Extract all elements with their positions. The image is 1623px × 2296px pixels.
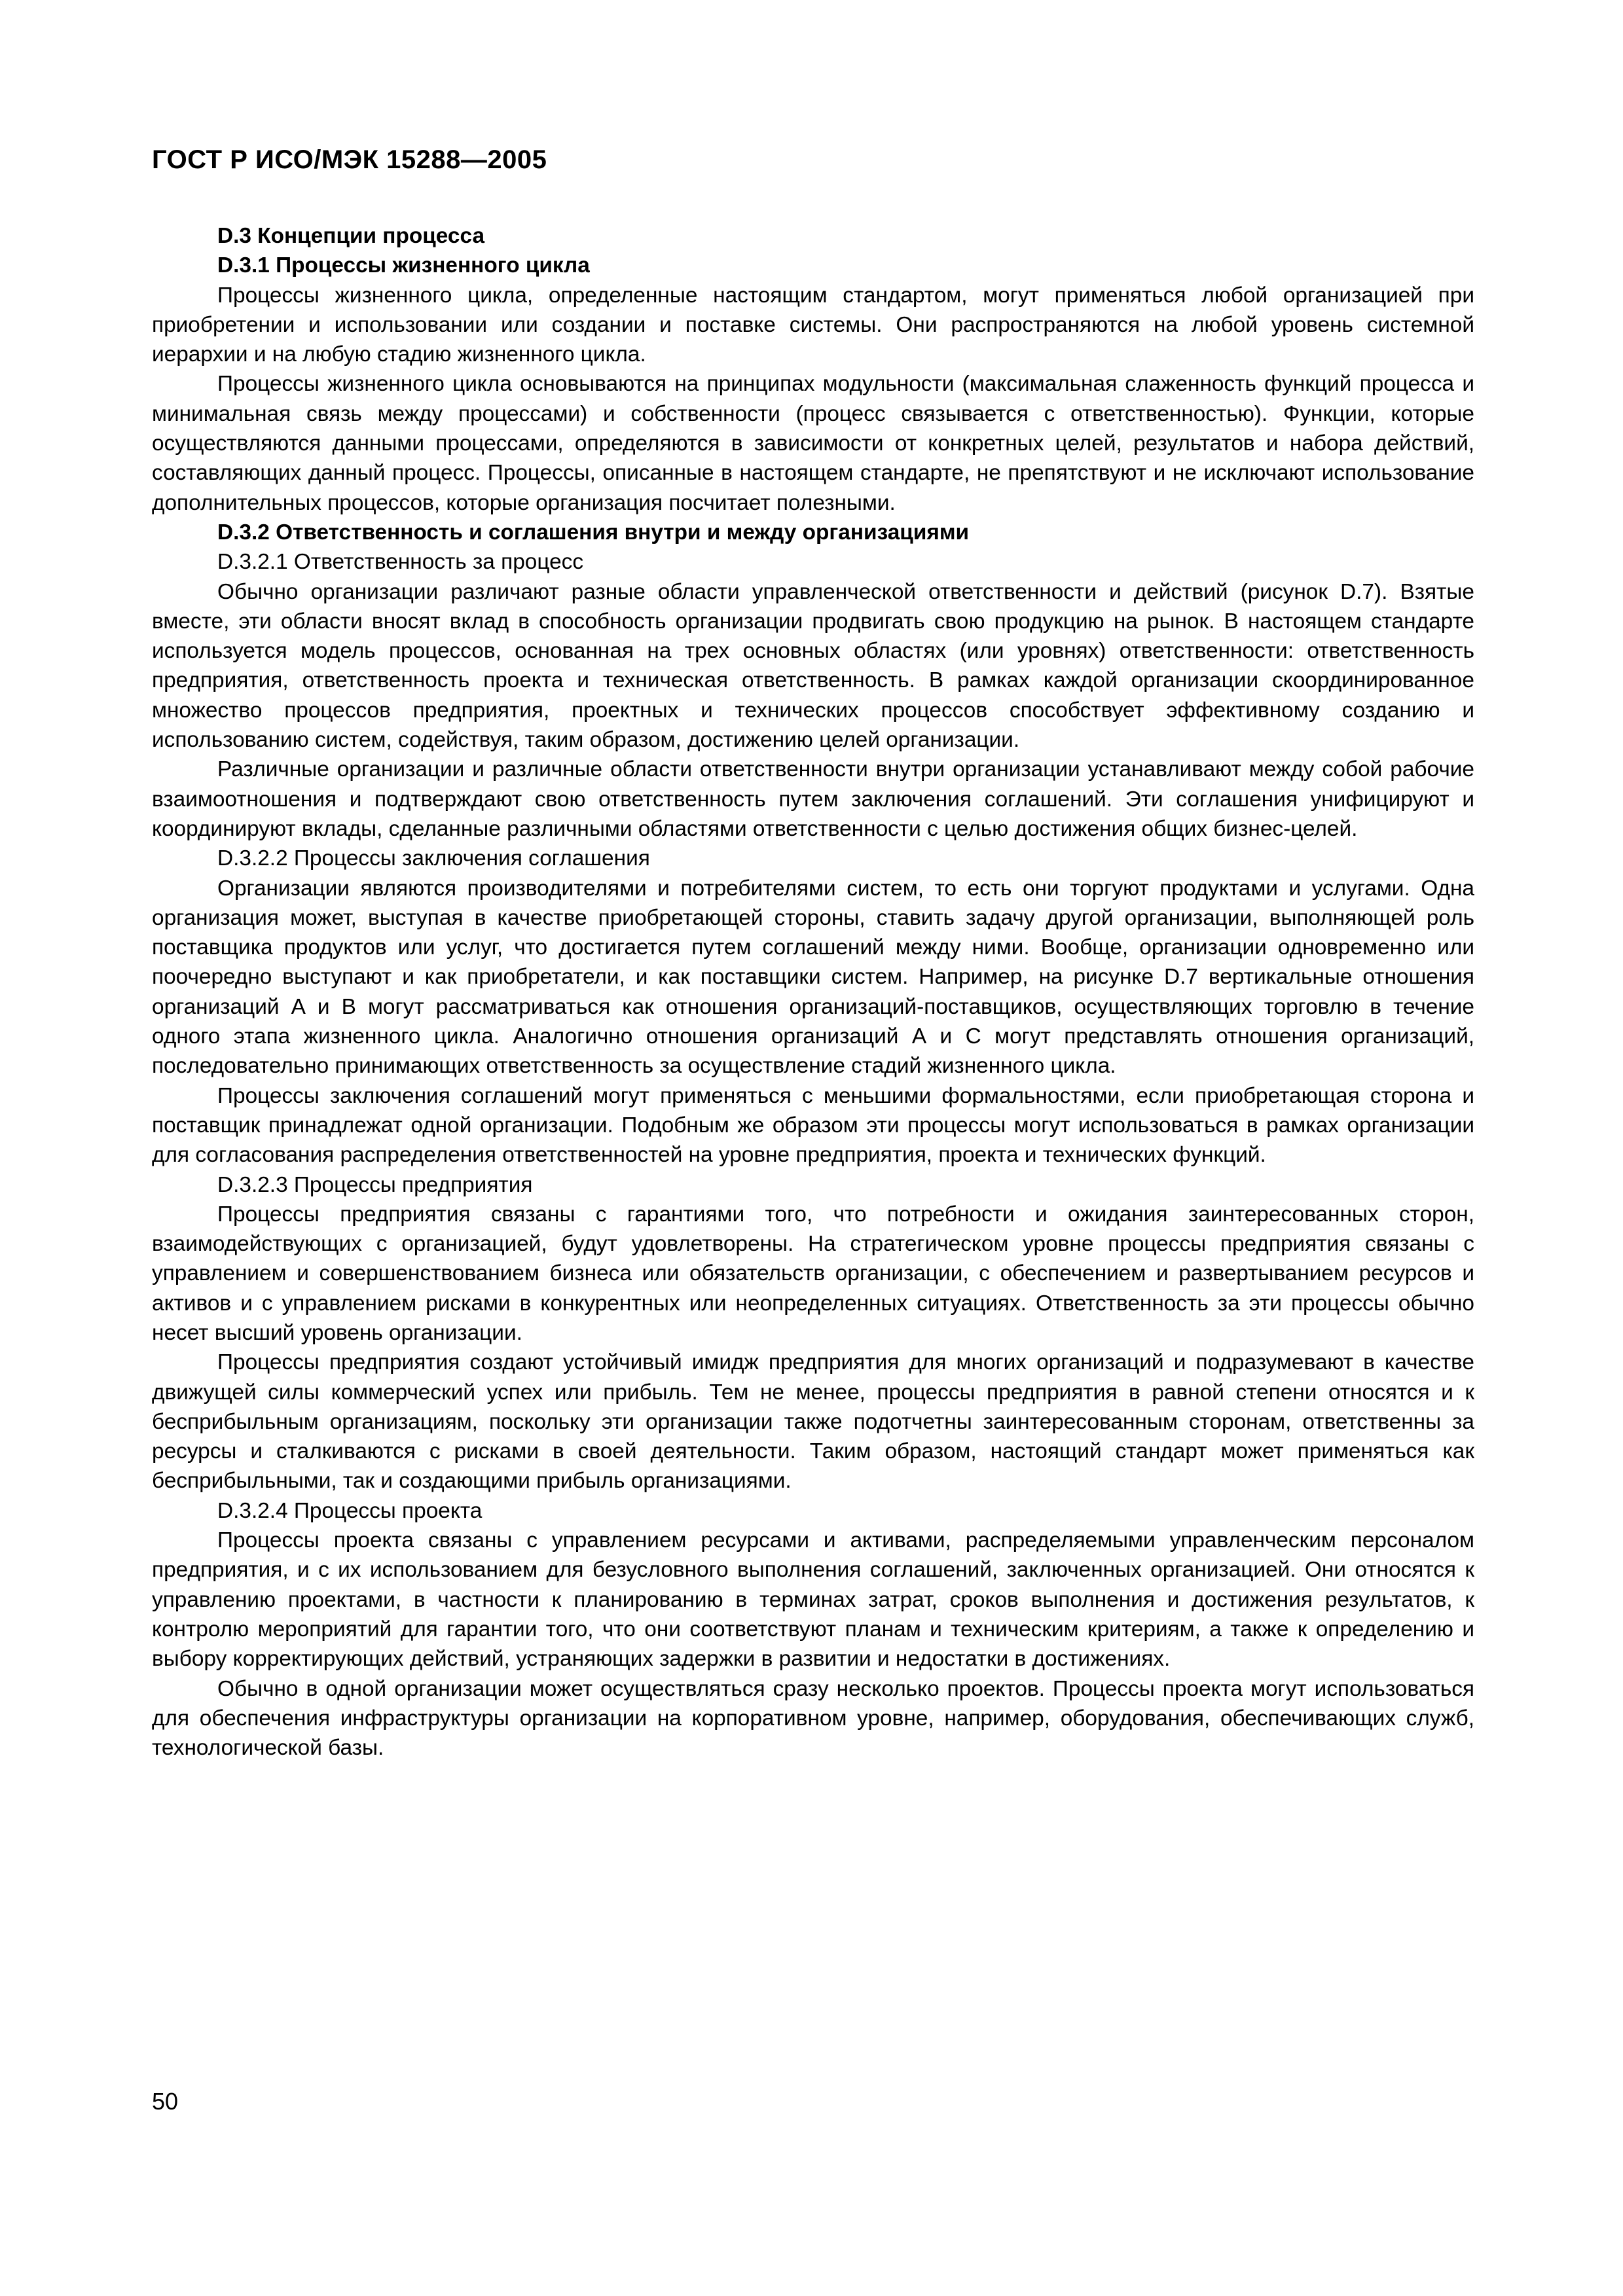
document-body — [152, 221, 1474, 1763]
body-paragraph: Различные организации и различные области ответственности внутри организации устанавливают между собой рабочие взаимоотношения и подтверждают свою ответственность путем заключения соглашений. Эти соглашения унифицируют и координируют вклады, сделанные различными областями ответственности с целью достижения общих бизнес-целей. — [152, 757, 1474, 841]
body-paragraph: Обычно организации различают разные области управленческой ответственности и действий (рисунок D.7). Взятые вместе, эти области вносят вклад в способность организации продвигать свою продукцию на рынок. В настоящем стандарте используется модель процессов, основанная на трех основных областях (или уровнях) ответственности: ответственность предприятия, ответственность проекта и техническая ответственность. В рамках каждой организации скоординированное множество процессов предприятия, проектных и технических процессов способствует эффективному созданию и использованию систем, содействуя, таким образом, достижению целей организации. — [152, 579, 1474, 753]
section-heading: D.3.2 Ответственность и соглашения внутри и между организациями — [217, 520, 970, 545]
body-paragraph: Организации являются производителями и потребителями систем, то есть они торгуют продуктами и услугами. Одна организация может, выступая в качестве приобретающей стороны, ставить задачу другой организации, выполняющей роль поставщика продуктов или услуг, что достигается путем соглашений между ними. Вообще, организации одновременно или поочередно выступают и как приобретатели, и как поставщики систем. Например, на рисунке D.7 вертикальные отношения организаций А и В могут рассматриваться как отношения организаций-поставщиков, осуществляющих торговлю в течение одного этапа жизненного цикла. Аналогично отношения организаций А и С могут представлять отношения организаций, последовательно принимающих ответственность за осуществление стадий жизненного цикла. — [152, 876, 1474, 1079]
body-paragraph: Процессы предприятия связаны с гарантиями того, что потребности и ожидания заинтересованных сторон, взаимодействующих с организацией, будут удовлетворены. На стратегическом уровне процессы предприятия связаны с управлением и совершенствованием бизнеса или обязательств организации, с обеспечением и развертыванием ресурсов и активов и с управлением рисками в конкурентных или неопределенных ситуациях. Ответственность за эти процессы обычно несет высший уровень организации. — [152, 1202, 1474, 1345]
standard-header: ГОСТ Р ИСО/МЭК 15288—2005 — [152, 145, 547, 174]
page-number: 50 — [152, 2088, 179, 2115]
subsection-heading: D.3.2.2 Процессы заключения соглашения — [217, 846, 650, 871]
subsection-heading: D.3.2.1 Ответственность за процесс — [217, 550, 584, 575]
section-heading: D.3 Концепции процесса — [217, 224, 485, 248]
body-paragraph: Процессы заключения соглашений могут применяться с меньшими формальностями, если приобретающая сторона и поставщик принадлежат одной организации. Подобным же образом эти процессы могут использоваться в рамках организации для согласования распределения ответственностей на уровне предприятия, проекта и технических функций. — [152, 1083, 1474, 1168]
subsection-heading: D.3.2.4 Процессы проекта — [217, 1498, 483, 1523]
body-paragraph: Обычно в одной организации может осуществляться сразу несколько проектов. Процессы проекта могут использоваться для обеспечения инфраструктуры организации на корпоративном уровне, например, оборудования, обеспечивающих служб, технологической базы. — [152, 1676, 1474, 1761]
subsection-heading: D.3.2.3 Процессы предприятия — [217, 1172, 533, 1197]
body-paragraph: Процессы предприятия создают устойчивый имидж предприятия для многих организаций и подразумевают в качестве движущей силы коммерческий успех или прибыль. Тем не менее, процессы предприятия в равной степени относятся и к бесприбыльным организациям, поскольку эти организации также подотчетны заинтересованным сторонам, ответственны за ресурсы и сталкиваются с рисками в своей деятельности. Таким образом, настоящий стандарт может применяться как бесприбыльными, так и создающими прибыль организациями. — [152, 1350, 1474, 1494]
body-paragraph: Процессы проекта связаны с управлением ресурсами и активами, распределяемыми управленческим персоналом предприятия, и с их использованием для безусловного выполнения соглашений, заключенных организацией. Они относятся к управлению проектами, в частности к планированию в терминах затрат, сроков выполнения и достижения результатов, к контролю мероприятий для гарантии того, что они соответствуют планам и техническим критериям, а также к определению и выбору корректирующих действий, устраняющих задержки в развитии и недостатки в достижениях. — [152, 1528, 1474, 1672]
body-paragraph: Процессы жизненного цикла основываются на принципах модульности (максимальная слаженность функций процесса и минимальная связь между процессами) и собственности (процесс связывается с ответственностью). Функции, которые осуществляются данными процессами, определяются в зависимости от конкретных целей, результатов и набора действий, составляющих данный процесс. Процессы, описанные в настоящем стандарте, не препятствуют и не исключают использование дополнительных процессов, которые организация посчитает полезными. — [152, 372, 1474, 515]
section-heading: D.3.1 Процессы жизненного цикла — [217, 253, 590, 278]
body-paragraph: Процессы жизненного цикла, определенные настоящим стандартом, могут применяться любой организацией при приобретении и использовании или создании и поставке системы. Они распространяются на любой уровень системной иерархии и на любую стадию жизненного цикла. — [152, 283, 1474, 367]
